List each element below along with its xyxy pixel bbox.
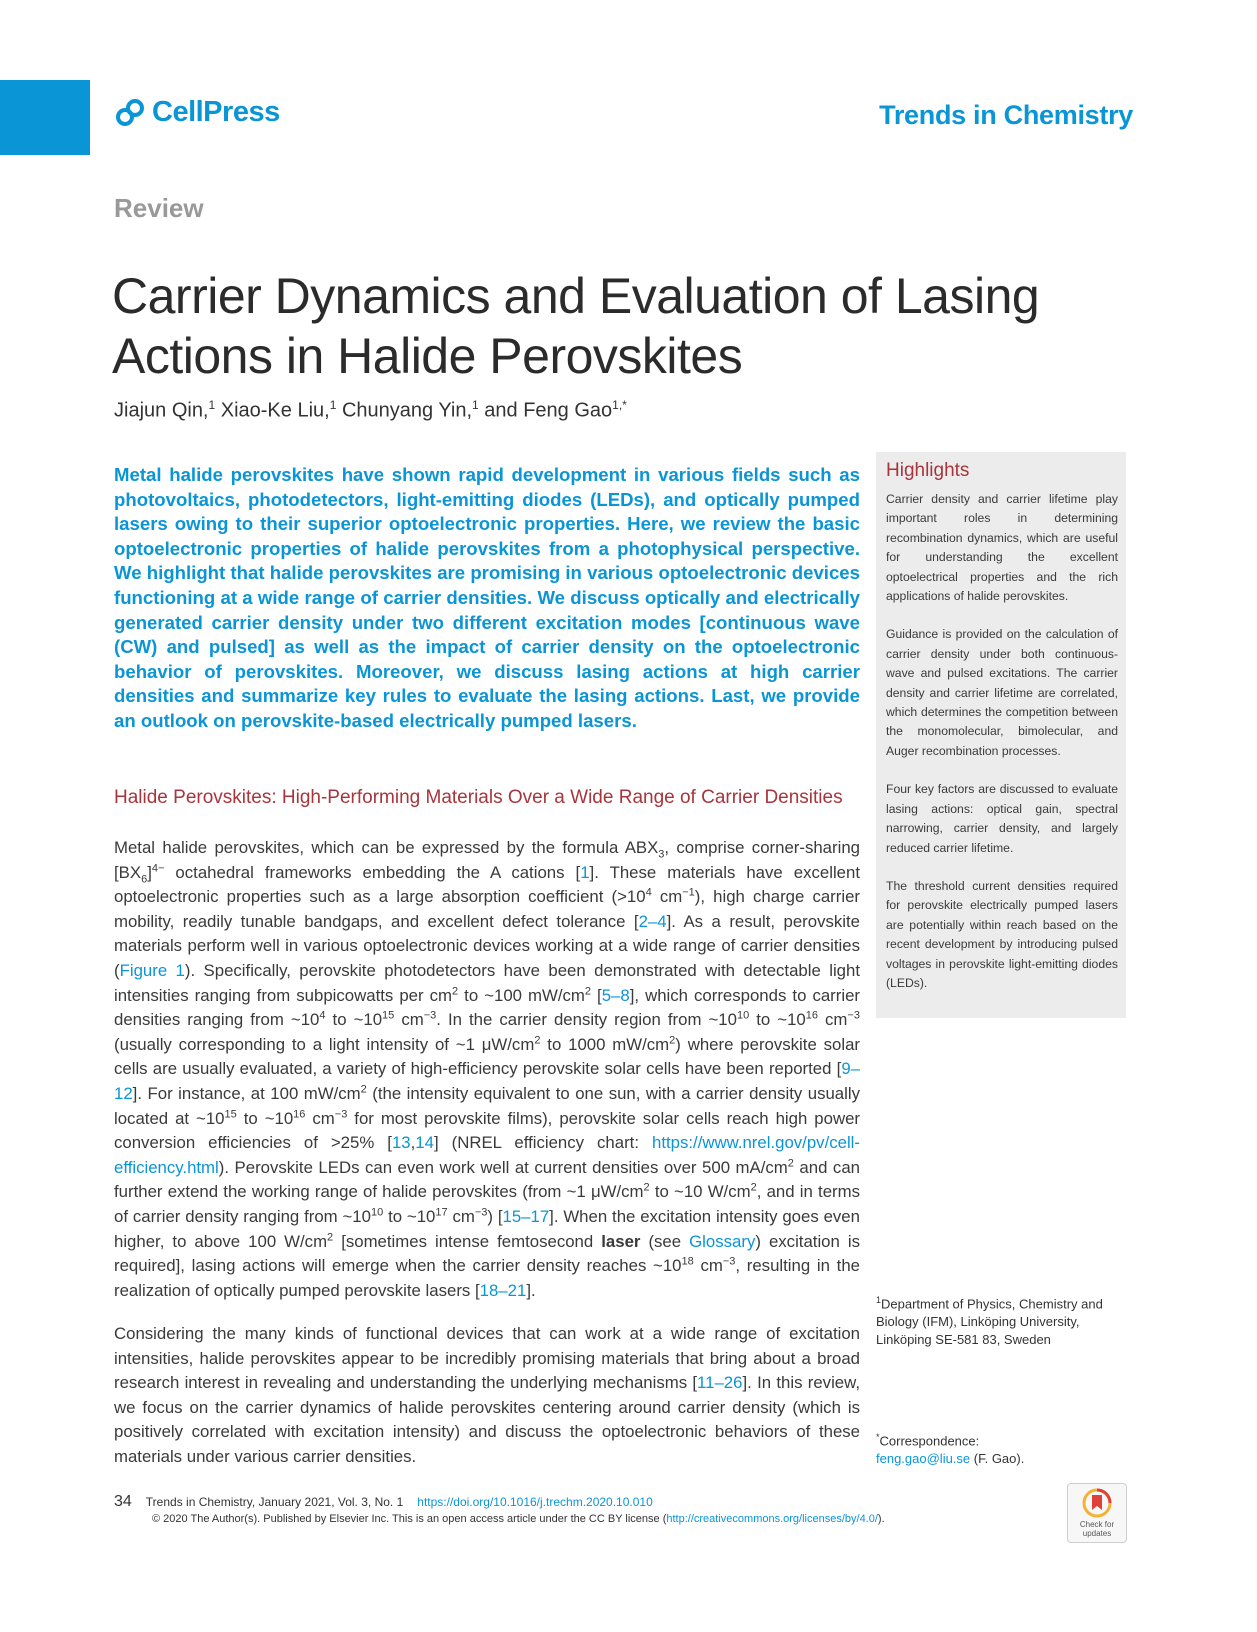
author-name[interactable]: Xiao-Ke Liu, [215, 399, 330, 422]
page-number: 34 [114, 1493, 132, 1510]
reference-link[interactable]: 5–8 [601, 985, 630, 1005]
affiliation-marker: 1 [329, 398, 337, 412]
bookmark-ribbon-icon [1082, 1488, 1112, 1518]
reference-link[interactable]: 15–17 [502, 1206, 550, 1226]
brand-color-tab [0, 80, 90, 155]
reference-link[interactable]: 13 [391, 1133, 411, 1153]
highlight-item: Guidance is provided on the calculation of carrier density under both continuous-wave and pulsed excitations. The carrier density and carrier lifetime are correlated, which determines the competition between the monomolecular, bimolecular, and Auger recombination processes. [886, 627, 1118, 758]
reference-link[interactable]: 11–26 [697, 1373, 743, 1393]
nrel-url-link[interactable]: https://www.nrel.gov/pv/cell-efficiency.html [114, 1133, 860, 1177]
footer-citation [114, 1493, 653, 1511]
abstract: Metal halide perovskites have shown rapid development in various fields such as photovoltaics, photodetectors, light-emitting diodes (LEDs), and optically pumped lasers owing to their superior optoelectronic properties. Here, we review the basic optoelectronic properties of halide perovskites from a photophysical perspective. We highlight that halide perovskites are promising in various optoelectronic devices functioning at a wide range of carrier densities. We discuss optically and electrically generated carrier density under two different excitation modes [continuous wave (CW) and pulsed] as well as the impact of carrier density on the optoelectronic behavior of perovskites. Moreover, we discuss lasing actions at high carrier densities and summarize key rules to evaluate the lasing actions. Last, we provide an outlook on perovskite-based electrically pumped lasers. [114, 464, 860, 731]
reference-link[interactable]: 14 [415, 1133, 434, 1153]
check-for-updates-button[interactable] [1067, 1483, 1127, 1543]
article-title: Carrier Dynamics and Evaluation of Lasing Actions in Halide Perovskites [112, 267, 1040, 384]
journal-name[interactable]: Trends in Chemistry [879, 100, 1133, 130]
glossary-term: laser [601, 1231, 641, 1251]
figure-link[interactable]: Figure 1 [119, 960, 185, 980]
highlight-item: Carrier density and carrier lifetime play important roles in determining recombination dynamics, which are useful for understanding the excellent optoelectrical properties and the rich applications of halide perovskites. [886, 492, 1118, 604]
publisher-name: CellPress [152, 96, 280, 128]
footer-license: © 2020 The Author(s). Published by Elsevier Inc. This is an open access article under the CC BY license (http://creativecommons.org/licenses/by/4.0/). [152, 1513, 885, 1525]
reference-link[interactable]: 2–4 [638, 911, 667, 931]
body-paragraph-1: Metal halide perovskites, which can be expressed by the formula $ABX_3$, comprise corner-sharing $[BX_6]^{4-}$ octahedral frameworks embedding the A cations [1]. These materials have excellent optoelectronic properties such as a large absorption coefficient ($>10^4$ $cm^{-1}$), high charge carrier mobility, readily tunable bandgaps, and excellent defect tolerance [2–4]. As a result, perovskite materials perform well in various optoelectronic devices working at a wide range of carrier densities (Figure 1). Specifically, perovskite photodetectors have been demonstrated with detectable light intensities ranging from subpicowatts per $cm^2$ to ~100 $mW/cm^2$ [5–8], which corresponds to carrier densities ranging from $\sim 10^4$ to $\sim 10^{15}$ $cm^{-3}$. In the carrier density region from $\sim 10^{10}$ to $\sim 10^{16}$ $cm^{-3}$ (usually corresponding to a light intensity of ~1 $\mu W/cm^2$ to 1000 $mW/cm^2$) where perovskite solar cells are usually evaluated, a variety of high-efficiency perovskite solar cells have been reported [9–12]. For instance, at 100 $mW/cm^2$ (the intensity equivalent to one sun, with a carrier density usually located at $\sim 10^{15}$ to $\sim 10^{16}$ $cm^{-3}$ for most perovskite films), perovskite solar cells reach high power conversion efficiencies of >25% [13,14] (NREL efficiency chart: https://www.nrel.gov/pv/cell-efficiency.html). Perovskite LEDs can even work well at current densities over 500 $mA/cm^2$ and can further extend the working range of halide perovskites (from ~1 $\mu W/cm^2$ to ~10 $W/cm^2$, and in terms of carrier density ranging from $\sim 10^{10}$ to $\sim 10^{17}$ $cm^{-3}$) [15–17]. When the excitation intensity goes even higher, to above 100 $W/cm^2$ [sometimes intense femtosecond laser (see Glossary) excitation is required], lasing actions will emerge when the carrier density reaches $\sim 10^{18}$ $cm^{-3}$, resulting in the realization of optically pumped perovskite lasers [18–21]. [114, 838, 861, 1300]
article-type-label: Review [114, 193, 204, 223]
reference-link[interactable]: 9–12 [114, 1059, 860, 1103]
affiliation-marker: 1 [208, 398, 216, 412]
publisher-logo[interactable] [114, 96, 280, 129]
glossary-link[interactable]: Glossary [689, 1231, 756, 1251]
highlight-item: Four key factors are discussed to evaluate lasing actions: optical gain, spectral narrowing, carrier density, and largely reduced carrier lifetime. [886, 782, 1118, 855]
affiliation-marker: 1 [472, 398, 479, 412]
highlight-item: The threshold current densities required for perovskite electrically pumped lasers are potentially within reach based on the recent development by introducing pulsed voltages in perovskite light-emitting diodes (LEDs). [886, 878, 1118, 990]
author-name[interactable]: Chunyang Yin, [336, 399, 473, 422]
affiliation-note: $^1$Department of Physics, Chemistry and Biology (IFM), Linköping University, Linköping SE-581 83, Sweden [876, 1295, 1103, 1348]
doi-link[interactable]: https://doi.org/10.1016/j.trechm.2020.10.010 [417, 1495, 653, 1509]
correspondence-note: *Correspondence: feng.gao@liu.se (F. Gao). [876, 1432, 1025, 1467]
body-paragraph-2: Considering the many kinds of functional devices that can work at a wide range of excitation intensities, halide perovskites appear to be incredibly promising materials that bring about a broad research interest in revealing and understanding the underlying mechanisms [11–26]. In this review, we focus on the carrier dynamics of halide perovskites centering around carrier density (which is positively correlated with excitation intensity) and discuss the optoelectronic behaviors of these materials under various carrier densities. [114, 1324, 860, 1466]
license-link[interactable]: http://creativecommons.org/licenses/by/4.0/ [666, 1513, 878, 1525]
highlights-title: Highlights [886, 460, 970, 481]
author-name[interactable]: and Feng Gao [478, 399, 613, 422]
author-name[interactable]: Jiajun Qin, [114, 399, 209, 422]
section-heading: Halide Perovskites: High-Performing Materials Over a Wide Range of Carrier Densities [114, 787, 843, 808]
check-for-updates-label: Check for updates [1079, 1520, 1115, 1538]
highlights-panel [876, 452, 1126, 1018]
author-list [114, 398, 627, 423]
citation-text: Trends in Chemistry, January 2021, Vol. 3, No. 1 [145, 1495, 404, 1509]
cellpress-logo-icon [114, 97, 146, 129]
affiliation-marker: 1,* [612, 398, 627, 412]
email-link[interactable]: feng.gao@liu.se [876, 1451, 971, 1467]
reference-link[interactable]: 18–21 [479, 1280, 527, 1300]
reference-link[interactable]: 1 [580, 862, 590, 882]
